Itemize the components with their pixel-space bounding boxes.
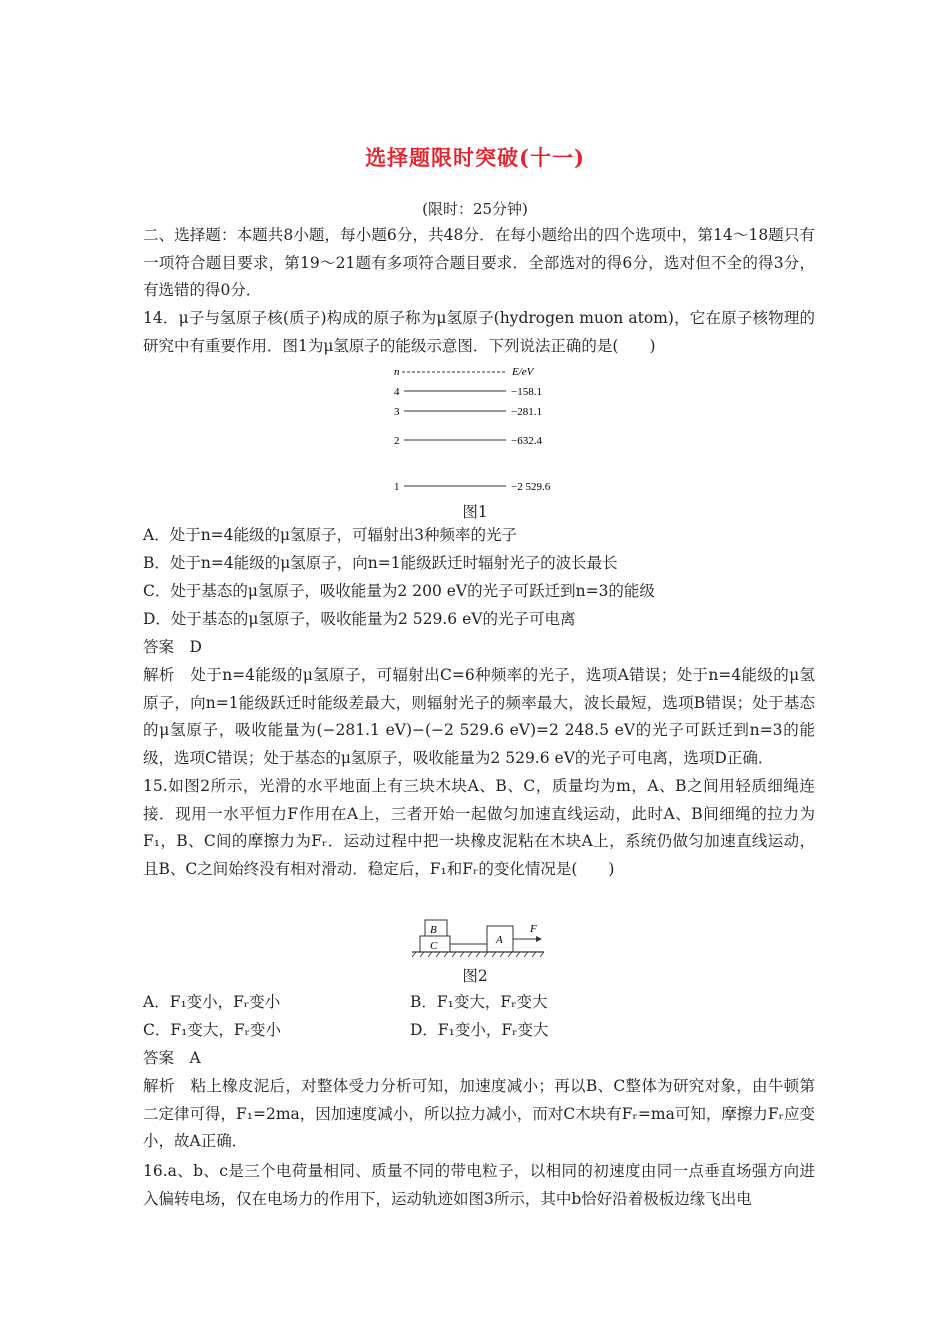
level-n3-energy: −281.1 [511,406,542,418]
block-c-label: C [430,940,438,952]
page-title: 选择题限时突破(十一) [365,145,585,170]
time-limit: (限时：25分钟) [422,200,528,218]
q14-option-b: B．处于n=4能级的μ氢原子，向n=1能级跃迁时辐射光子的波长最长 [143,554,618,572]
energy-level-diagram [380,362,580,496]
q15-answer: 答案 A [143,1049,201,1067]
q16-stem: 16.a、b、c是三个电荷量相同、质量不同的带电粒子，以相同的初速度由同一点垂直场强方向进入偏转电场，仅在电场力的作用下，运动轨迹如图3所示，其中b恰好沿着极板边缘飞出电 [143,1162,815,1208]
force-arrowhead [536,936,542,942]
q14-option-d: D．处于基态的μ氢原子，吸收能量为2 529.6 eV的光子可电离 [143,610,576,628]
level-n1-label: 1 [394,481,400,493]
q14-stem: 14．μ子与氢原子核(质子)构成的原子称为μ氢原子(hydrogen muon atom)，它在原子核物理的研究中有重要作用．图1为μ氢原子的能级示意图．下列说法正确的是( ) [143,309,815,355]
level-n3-label: 3 [394,406,400,418]
level-n2-energy: −632.4 [511,435,542,447]
q15-option-c: C．F₁变大，Fᵣ变小 [143,1021,281,1039]
n-axis-label: n [394,366,400,378]
q15-option-d: D．F₁变小，Fᵣ变大 [410,1021,549,1039]
ground-hatching [412,952,544,957]
q14-analysis: 解析 处于n=4能级的μ氢原子，可辐射出C=6种频率的光子，选项A错误；处于n=4能级的μ氢原子，向n=1能级跃迁时能级差最大，则辐射光子的频率最大，波长最短，选项B错误；处于基态的μ氢原子，吸收能量为(−281.1 eV)−(−2 529.6 eV)=2 248.5 eV的光子可跃迁到n=3的能级，选项C错误；处于基态的μ氢原子，吸收能量为2 529.6 eV的光子可电离，选项D正确． [143,666,815,767]
q14-option-a: A．处于n=4能级的μ氢原子，可辐射出3种频率的光子 [143,526,517,544]
block-a-label: A [496,934,503,946]
section-intro: 二、选择题：本题共8小题，每小题6分，共48分．在每小题给出的四个选项中，第14～18题只有一项符合题目要求，第19～21题有多项符合题目要求．全部选对的得6分，选对但不全的得3分，有选错的得0分． [143,226,815,299]
figure1-caption: 图1 [462,503,488,521]
energy-axis-label: E/eV [512,366,534,378]
q15-option-b: B．F₁变大，Fᵣ变大 [410,993,548,1011]
block-b-label: B [430,924,437,936]
q14-answer: 答案 D [143,638,202,656]
q15-stem: 15.如图2所示，光滑的水平地面上有三块木块A、B、C，质量均为m，A、B之间用轻质细绳连接．现用一水平恒力F作用在A上，三者开始一起做匀加速直线运动，此时A、B间细绳的拉力为F₁，B、C间的摩擦力为Fᵣ．运动过程中把一块橡皮泥粘在木块A上，系统仍做匀加速直线运动，且B、C之间始终没有相对滑动．稳定后，F₁和Fᵣ的变化情况是( ) [143,777,815,878]
q14-option-c: C．处于基态的μ氢原子，吸收能量为2 200 eV的光子可跃迁到n=3的能级 [143,582,655,600]
level-n4-label: 4 [394,386,400,398]
q15-option-a: A．F₁变小，Fᵣ变小 [143,993,281,1011]
figure2-caption: 图2 [462,967,488,985]
level-n4-energy: −158.1 [511,386,542,398]
level-n1-energy: −2 529.6 [511,481,551,493]
level-n2-label: 2 [394,435,400,447]
force-label: F [530,923,537,935]
blocks-diagram [410,918,550,960]
q15-analysis: 解析 粘上橡皮泥后，对整体受力分析可知，加速度减小；再以B、C整体为研究对象，由牛顿第二定律可得，F₁=2ma，因加速度减小，所以拉力减小，而对C木块有Fᵣ=ma可知，摩擦力Fᵣ应变小，故A正确． [143,1077,815,1150]
